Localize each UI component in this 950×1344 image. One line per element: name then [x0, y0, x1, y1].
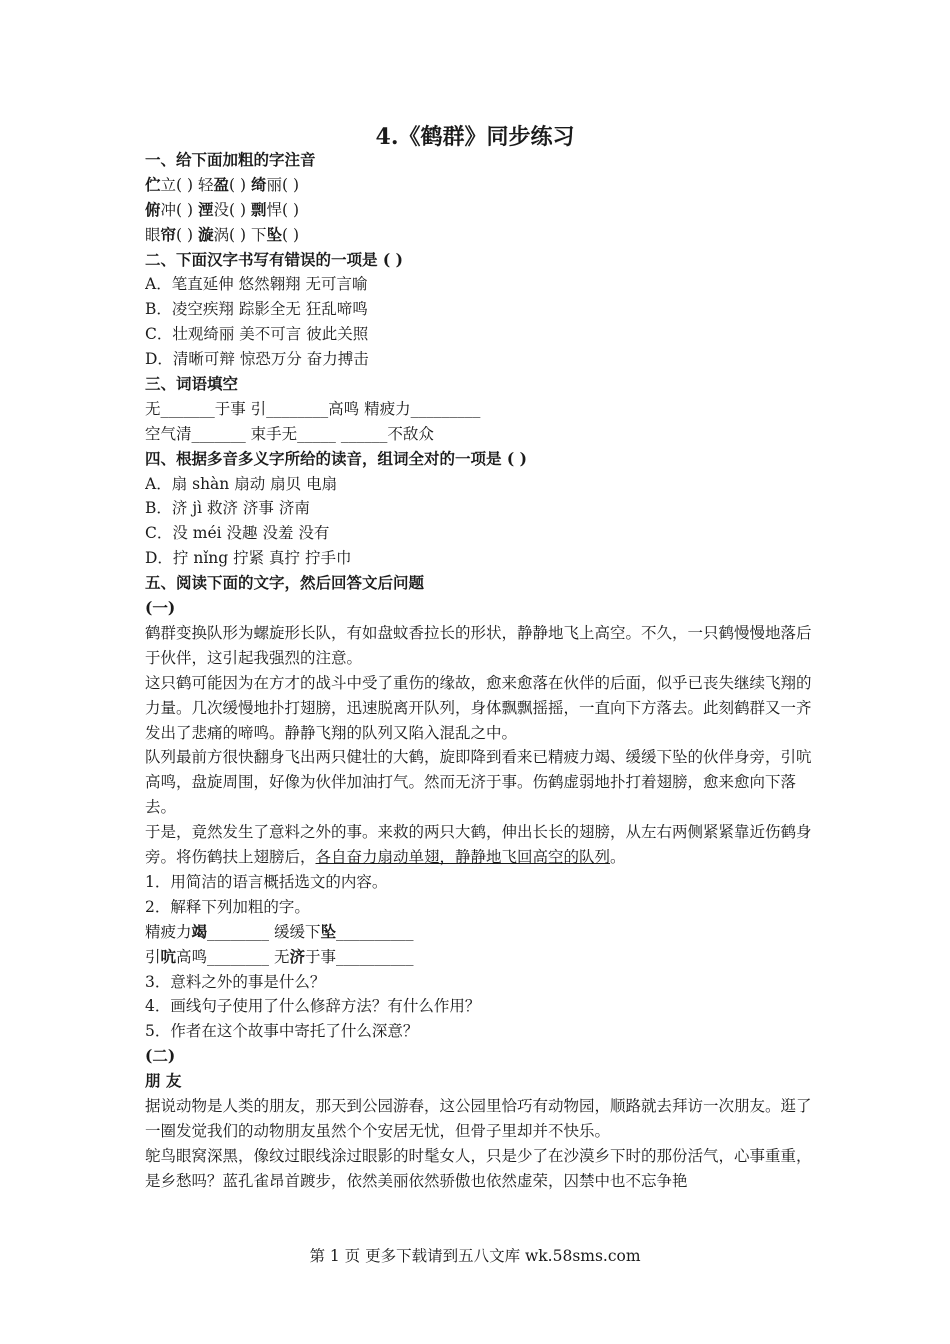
option-c: C．没 méi 没趣 没羞 没有 [145, 524, 330, 543]
paragraph-text: 于是，竟然发生了意料之外的事。来救的两只大鹤，伸出长长的翅膀，从左右两侧紧紧靠近伤鹤身旁。将伤鹤扶上翅膀后， [145, 823, 812, 867]
paragraph [145, 820, 825, 870]
option-b: B．济 jì 救济 济事 济南 [145, 499, 310, 518]
bold-char: 伫 [145, 174, 161, 194]
paragraph-text: 。 [610, 848, 626, 867]
page-footer: 第 1 页 更多下载请到五八文库 wk.58sms.com [309, 1247, 641, 1265]
text: 精疲力 [145, 922, 192, 941]
option-c: C．壮观绮丽 美不可言 彼此关照 [145, 325, 369, 344]
text: __________ [335, 922, 414, 941]
text: 冲( ) [160, 200, 194, 219]
text: 于事__________ [304, 947, 414, 966]
question-2-blanks [145, 920, 825, 945]
bold-char: 湮 [197, 199, 214, 219]
section-5-heading: 五、阅读下面的文字，然后回答文后问题 [145, 573, 425, 593]
bold-char: 吭 [160, 946, 177, 966]
option-a: A．笔直延伸 悠然翱翔 无可言喻 [145, 275, 368, 294]
paragraph: 鹤群变换队形为螺旋形长队，有如盘蚊香拉长的形状，静静地飞上高空。不久，一只鹤慢慢地落后于伙伴，这引起我强烈的注意。 [145, 623, 812, 667]
fill-blank-line: 空气清_______ 束手无_____ ______不敌众 [145, 424, 434, 443]
text: 丽( ) [266, 175, 300, 194]
option-a: A．扇 shàn 扇动 扇贝 电扇 [145, 474, 338, 493]
text: 眼 [145, 225, 161, 244]
bold-char: 帘 [160, 224, 177, 244]
part-1-label: (一) [145, 598, 176, 618]
bold-char: 绮 [250, 174, 267, 194]
text: ________ 缓缓下 [207, 922, 321, 941]
text: 高鸣________ 无 [176, 947, 290, 966]
bold-char: 坠 [266, 224, 282, 244]
question-2-blanks [145, 945, 825, 970]
bold-char: 坠 [320, 921, 336, 941]
text: 涡( ) [213, 225, 247, 244]
bold-char: 俯 [145, 199, 161, 219]
text: ( ) [176, 225, 194, 244]
pinyin-row [145, 223, 825, 248]
paragraph: 据说动物是人类的朋友，那天到公园游春，这公园里恰巧有动物园，顺路就去拜访一次朋友。逛了一圈发觉我们的动物朋友虽然个个安居无忧，但骨子里却并不快乐。 [145, 1097, 812, 1140]
bold-char: 竭 [191, 921, 208, 941]
pinyin-row [145, 198, 825, 223]
question-1: 1．用简洁的语言概括选文的内容。 [145, 872, 388, 891]
underlined-sentence: 各自奋力扇动单翅，静静地飞回高空的队列 [315, 848, 611, 867]
section-1-heading: 一、给下面加粗的字注音 [145, 150, 316, 169]
bold-char: 济 [289, 946, 305, 966]
section-3-heading: 三、词语填空 [145, 374, 239, 394]
fill-blank-line: 无_______于事 引________高鸣 精疲力_________ [145, 399, 481, 418]
question-2: 2．解释下列加粗的字。 [145, 897, 310, 916]
text: 轻 [193, 175, 214, 194]
part-2-label: (二) [145, 1046, 176, 1066]
question-3: 3．意料之外的事是什么？ [145, 972, 326, 991]
text: 下 [246, 225, 267, 244]
question-4: 4．画线句子使用了什么修辞方法？有什么作用？ [145, 997, 481, 1016]
text: 立( ) [160, 175, 194, 194]
section-4-heading: 四、根据多音多义字所给的读音，组词全对的一项是 ( ) [145, 448, 527, 468]
option-b: B．凌空疾翔 踪影全无 狂乱啼鸣 [145, 300, 368, 319]
bold-char: 漩 [198, 224, 214, 244]
option-d: D．拧 nǐng 拧紧 真拧 拧手巾 [145, 549, 352, 568]
document-body [145, 148, 825, 1194]
bold-char: 盈 [213, 174, 229, 194]
paragraph: 这只鹤可能因为在方才的战斗中受了重伤的缘故，愈来愈落在伙伴的后面，似乎已丧失继续飞翔的力量。几次缓慢地扑打翅膀，迅速脱离开队列，身体飘飘摇摇，一直向下方落去。此刻鹤群又一齐发出了悲痛的啼鸣。静静飞翔的队列又陷入混乱之中。 [145, 673, 812, 742]
paragraph: 鸵鸟眼窝深黑，像纹过眼线涂过眼影的时髦女人，只是少了在沙漠乡下时的那份活气，心事重重，是乡愁吗？蓝孔雀昂首踱步，依然美丽依然骄傲也依然虚荣，囚禁中也不忘争艳 [145, 1146, 812, 1190]
pinyin-row [145, 173, 825, 198]
text: 引 [145, 947, 161, 966]
section-2-heading: 二、下面汉字书写有错误的一项是 ( ) [145, 249, 403, 269]
paragraph: 队列最前方很快翻身飞出两只健壮的大鹤，旋即降到看来已精疲力竭、缓缓下坠的伙伴身旁，引吭高鸣，盘旋周围，好像为伙伴加油打气。然而无济于事。伤鹤虚弱地扑打着翅膀，愈来愈向下落去。 [145, 748, 812, 817]
text: ( ) [229, 175, 247, 194]
passage-title: 朋 友 [145, 1071, 182, 1091]
question-5: 5．作者在这个故事中寄托了什么深意？ [145, 1022, 419, 1041]
option-d: D．清晰可辩 惊恐万分 奋力搏击 [145, 350, 369, 369]
page-title: 4.《鹤群》同步练习 [375, 124, 575, 150]
text: 没( ) [213, 200, 247, 219]
text: ( ) [282, 225, 300, 244]
text: 悍( ) [266, 200, 300, 219]
bold-char: 剽 [250, 199, 267, 219]
